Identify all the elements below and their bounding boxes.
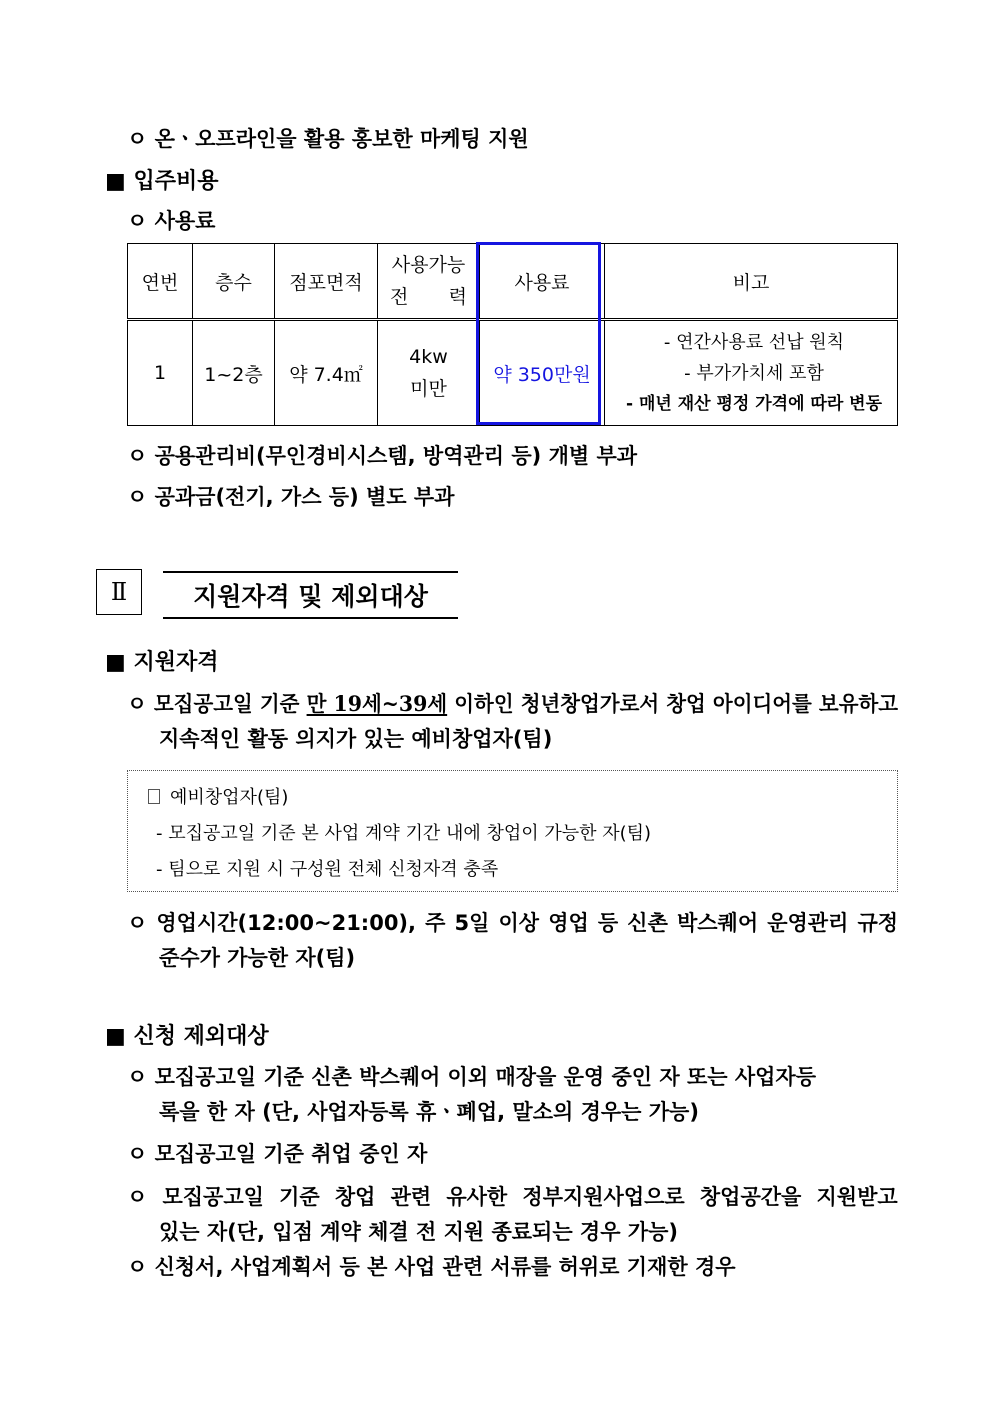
header-floor: 층수 <box>193 244 275 320</box>
cell-floor: 1~2층 <box>193 320 275 426</box>
exclusion-item-1: ㅇ 모집공고일 기준 신촌 박스퀘어 이외 매장을 운영 중인 자 또는 사업자등 <box>127 1065 816 1089</box>
note-item: - 부가가치세 포함 <box>684 362 824 384</box>
heading-qualification: ■ 지원자격 <box>105 650 219 675</box>
exclusion-item-2: ㅇ 모집공고일 기준 취업 중인 자 <box>127 1142 428 1166</box>
note-box-line: - 팀으로 지원 시 구성원 전체 신청자격 충족 <box>156 859 499 880</box>
header-area: 점포면적 <box>275 244 378 320</box>
note-box-title <box>148 783 288 809</box>
table-row <box>128 320 898 426</box>
cell-power-line2: 미만 <box>410 378 447 400</box>
header-power-line2: 전 력 <box>390 286 467 308</box>
qualification-item-1-cont: 지속적인 활동 의지가 있는 예비창업자(팀) <box>159 727 553 751</box>
note-box-title-text: 예비창업자(팀) <box>170 787 289 808</box>
heading-exclusions: ■ 신청 제외대상 <box>105 1024 269 1049</box>
qualification-item-2-cont: 준수가 가능한 자(팀) <box>159 946 356 970</box>
marketing-support-line: ㅇ 온ㆍ오프라인을 활용 홍보한 마케팅 지원 <box>127 127 529 151</box>
header-notes: 비고 <box>605 244 898 320</box>
heading-move-in-cost: ■ 입주비용 <box>105 169 219 194</box>
exclusion-item-3: ㅇ 모집공고일 기준 창업 관련 유사한 정부지원사업으로 창업공간을 지원받고 <box>127 1185 898 1209</box>
note-box-line: - 모집공고일 기준 본 사업 계약 기간 내에 창업이 가능한 자(팀) <box>156 823 652 844</box>
cell-power-line1: 4kw <box>409 346 448 368</box>
qual-p1-suffix: 이하인 청년창업가로서 창업 아이디어를 보유하고 <box>447 692 899 716</box>
cell-power <box>378 320 480 426</box>
cell-notes <box>605 320 898 426</box>
header-fee: 사용료 <box>480 244 605 320</box>
section-title: 지원자격 및 제외대상 <box>163 571 458 619</box>
cell-no: 1 <box>128 320 193 426</box>
common-fee-line: ㅇ 공용관리비(무인경비시스템, 방역관리 등) 개별 부과 <box>127 444 638 468</box>
age-requirement: 만 19세~39세 <box>306 691 448 716</box>
utility-fee-line: ㅇ 공과금(전기, 가스 등) 별도 부과 <box>127 485 455 509</box>
square-outline-icon <box>148 789 160 804</box>
section-number: Ⅱ <box>96 569 142 615</box>
qualification-item-2: ㅇ 영업시간(12:00~21:00), 주 5일 이상 영업 등 신촌 박스퀘어 운영관리 규정 <box>127 911 899 935</box>
cell-fee: 약 350만원 <box>480 320 605 426</box>
qualification-item-1 <box>127 688 898 718</box>
usage-fee-label: ㅇ 사용료 <box>127 209 216 233</box>
note-item: - 연간사용료 선납 원칙 <box>663 331 845 353</box>
cell-area: 약 7.4㎡ <box>275 320 378 426</box>
qual-p1-prefix: ㅇ 모집공고일 기준 <box>127 692 307 716</box>
fee-table <box>127 243 898 426</box>
note-item: - 매년 재산 평정 가격에 따라 변동 <box>625 393 883 414</box>
header-no: 연번 <box>128 244 193 320</box>
exclusion-item-1-cont: 록을 한 자 (단, 사업자등록 휴ㆍ폐업, 말소의 경우는 가능) <box>159 1100 699 1124</box>
exclusion-item-4: ㅇ 신청서, 사업계획서 등 본 사업 관련 서류를 허위로 기재한 경우 <box>127 1255 736 1279</box>
header-power-line1: 사용가능 <box>391 254 466 276</box>
header-power <box>378 244 480 320</box>
exclusion-item-3-cont: 있는 자(단, 입점 계약 체결 전 지원 종료되는 경우 가능) <box>159 1220 678 1244</box>
pre-founder-note-box <box>127 770 898 892</box>
